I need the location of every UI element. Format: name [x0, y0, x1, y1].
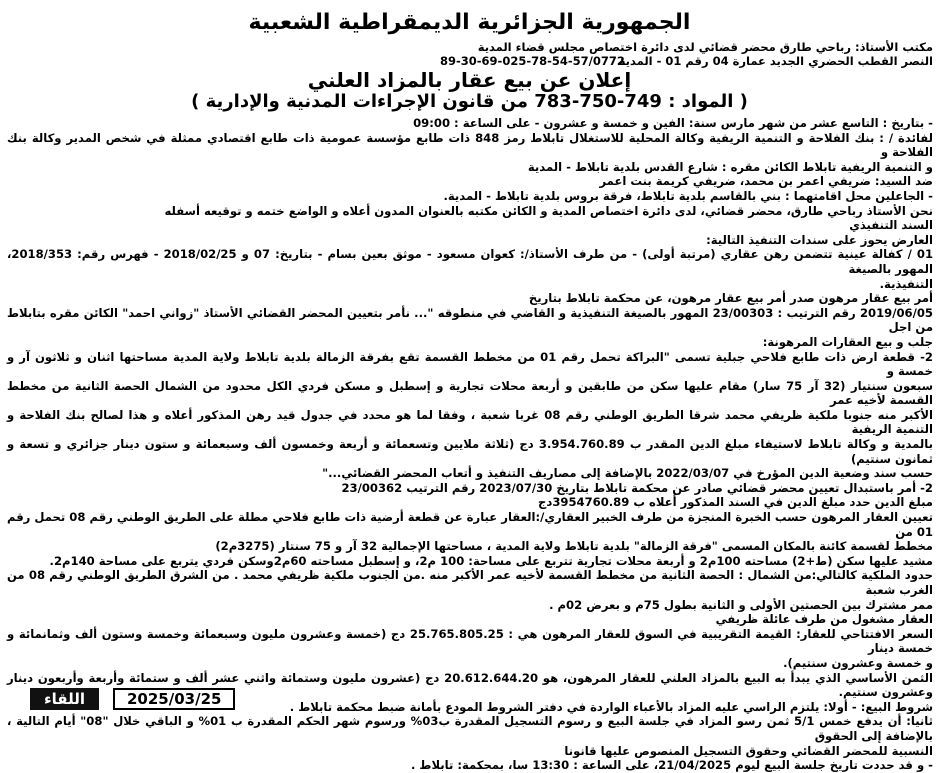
body-line: لفائدة / : بنك الفلاحة و التنمية الريفية وكالة المحلية للاستغلال تابلاط رمز 848 ذات طابع مؤسسة عمومية ذات طابع اقتصادي ممثلة في شخص المدير وكالة بنك الفلاحة و: [7, 130, 934, 160]
body-line: و التنمية الريفية تابلاط الكائن مقره : شارع القدس بلدية تابلاط - المدية: [527, 159, 933, 174]
bailiff-office-line: مكتب الأستاذ: رباحي طارق محضر قضائي لدى دائرة اختصاص مجلس قضاء المدية: [477, 40, 933, 54]
publication-date: 2025/03/25: [113, 688, 235, 710]
body-line: جلب و بيع العقارات المرهونة:: [762, 334, 933, 349]
legal-articles-heading: ( المواد : 749-750-783 من قانون الإجراءات المدنية والإدارية ): [191, 91, 748, 112]
body-line: 2- قطعة ارض ذات طابع فلاحي جبلية تسمى "البراكة تحمل رقم 01 من مخطط القسمة تقع بفرقة الزمالة بلدية تابلاط ولاية المدية مساحتها اثنان و ثلاثون آر و خمسة و: [7, 349, 933, 379]
body-line: حدود الملكية كالتالي:من الشمال : الحصة الثانية من مخطط القسمة لأخيه عمر الأكبر منه .من الجنوب ملكية ظريفي محمد . من الشرق الطريق الوطني رقم 08 من الغرب شعبة: [7, 568, 933, 597]
body-line: - الجاعلين محل اقامتهما : بني بالقاسم بلدية تابلاط، فرقة بروس بلدية تابلاط - المدية.: [443, 188, 933, 203]
footer: [30, 688, 235, 710]
body-line: العقار مشغول من طرف عائلة ظريفي: [715, 612, 933, 627]
body-line: ضد السيد: ضريفي اعمر بن محمد، ضريفي كريمة بنت اعمر: [599, 174, 933, 189]
body-line: تعيين العقار المرهون حسب الخبرة المنجزة من طرف الخبير العقاري/:العقار عبارة عن قطعة أرضية ذات طابع فلاحي مطلة على الطريق الوطني رقم 08 تحمل رقم 01 من: [7, 510, 933, 539]
body-line: - بتاريخ : التاسع عشر من شهر مارس سنة: الفين و خمسة و عشرون - على الساعة : 09:00: [413, 116, 933, 130]
body-line: 01 / كفالة عينية تتضمن رهن عقاري (مرتبة أولى) - من طرف الأستاذ/: كعوان مسعود - موثق بعين بسام - بتاريخ: 07 و 2018/02/25 - فهرس رقم: 2018/353، المهور بالصيغة: [7, 247, 934, 276]
page-title: الجمهورية الجزائرية الديمقراطية الشعبية: [248, 10, 691, 35]
body-line: - و قد حددت تاريخ جلسة البيع ليوم 21/04/2025، على الساعة : 13:30 سا، بمحكمة: تابلاط .: [410, 758, 933, 773]
bailiff-address-line: النصر القطب الحضري الجديد عمارة 04 رقم 01 - المدية: [618, 54, 933, 68]
body-line: العارض يحوز على سندات التنفيذ التالية:: [706, 232, 933, 247]
body-line: السعر الافتتاحي للعقار: القيمة التقريبية في السوق للعقار المرهون هي : 25.765.805.25 دج (خمسة وعشرون مليون وسبعمائة وخمسة وستون ألف وثمانمائة و خمسة دينار: [7, 626, 934, 656]
body-line: 2019/06/05 رقم الترتيب : 23/00303 المهور بالصيغة التنفيذية و القاضي في منطوقه "... نأمر بتعيين المحضر القضائي الأستاذ "زواني احمد" الكائن مقره بتابلاط من اجل: [7, 305, 933, 335]
body-line: و خمسة وعشرون سنتيم).: [783, 655, 933, 670]
notice-body: [7, 116, 933, 773]
body-line: سبعون سنتيار (32 آر 75 سار) مقام عليها سكن من طابقين و أربعة محلات تجارية و إسطبل و مسكن فردي الكل محدود من الشمال الحصة الثانية من مخطط القسمة لأخيه عمر: [7, 378, 933, 408]
body-line: حسب سند وضعية الدين المؤرخ في 2022/03/07 بالإضافة إلى مصاريف التنفيذ و أتعاب المحضر القضائي...": [322, 466, 933, 481]
body-line: شروط البيع: - أولا: يلتزم الراسي عليه المزاد بالأعباء الواردة في دفتر الشروط المودع بأمانة ضبط محكمة تابلاط .: [289, 699, 933, 714]
body-line: نحن الأستاذ رباحي طارق، محضر قضائي، لدى دائرة اختصاص المدية و الكائن مكتبه بالعنوان المدون أعلاه و الواضع ختمه و توقيعه أسفله: [164, 203, 933, 218]
body-line: السند التنفيذي: [849, 218, 933, 233]
body-line: ممر مشترك بين الحصتين الأولى و الثانية بطول 75م و بعرض 02م .: [549, 597, 933, 612]
notice-heading: إعلان عن بيع عقار بالمزاد العلني: [307, 68, 632, 92]
body-line: بالمدية و وكالة تابلاط لاستيفاء مبلغ الدين المقدر ب 3.954.760.89 دج (ثلاثة ملايين وتسعمائة و أربعة وخمسون ألف وسبعمائة و ستون دينار جزائري و تسعة و ثمانون سنتيم): [7, 437, 933, 466]
body-line: 2- أمر باستبدال تعيين محضر قضائي صادر عن محكمة تابلاط بتاريخ 2023/07/30 رقم الترتيب 23/00362: [341, 480, 933, 495]
newspaper-name-badge: اللقاء: [30, 688, 99, 710]
body-line: الثمن الأساسي الذي يبدأ به البيع بالمزاد العلني للعقار المرهون، هو 20.612.644.20 دج (عشرون مليون وستمائة واثني عشر ألف و ستمائة وأربعة وأربعون دينار وعشرون سنتيم.: [7, 670, 933, 700]
body-line: النسبية للمحضر القضائي وحقوق التسجيل المنصوص عليها قانونا: [564, 743, 933, 758]
body-line: مخطط لقسمة كائنة بالمكان المسمى "فرقة الزمالة" بلدية تابلاط ولاية المدية ، مساحتها الإجمالية 32 آر و 75 سنتار (3275م2): [215, 539, 933, 554]
phone-numbers: 89-30-69-025-78-54-57/0772: [440, 54, 625, 68]
body-line: ثانيا: أن يدفع خمس 5/1 ثمن رسو المزاد في جلسة البيع و رسوم التسجيل المقدرة ب03% ورسوم شهر الحكم المقدرة ب 01% و الباقي خلال "08" أيام التالية ، بالإضافة إلى الحقوق: [7, 714, 933, 743]
body-line: مبلغ الدين حدد مبلغ الدين في السند المذكور أعلاه ب 3954760.89دج: [538, 495, 933, 510]
body-line: مشيد عليها سكن (ط+2) مساحته 100م2 و أربعة محلات تجارية تتربع على مساحة: 100 م2، و إسطبل مساحته 60م2وسكن فردي يتربع على مساحة 140م2.: [49, 553, 933, 568]
body-line: أمر بيع عقار مرهون صدر أمر بيع عقار مرهون، عن محكمة تابلاط بتاريخ: [528, 291, 933, 306]
body-line: الأكبر منه جنوبا ملكية ظريفي محمد شرقا الطريق الوطني رقم 08 غربا شعبة ، وفقا لما هو محدد في جدول قيد رهن المذكور أعلاه و هذا لصالح بنك الفلاحة و التنمية الريفية: [7, 407, 933, 437]
body-line: التنفيذية.: [879, 276, 933, 291]
